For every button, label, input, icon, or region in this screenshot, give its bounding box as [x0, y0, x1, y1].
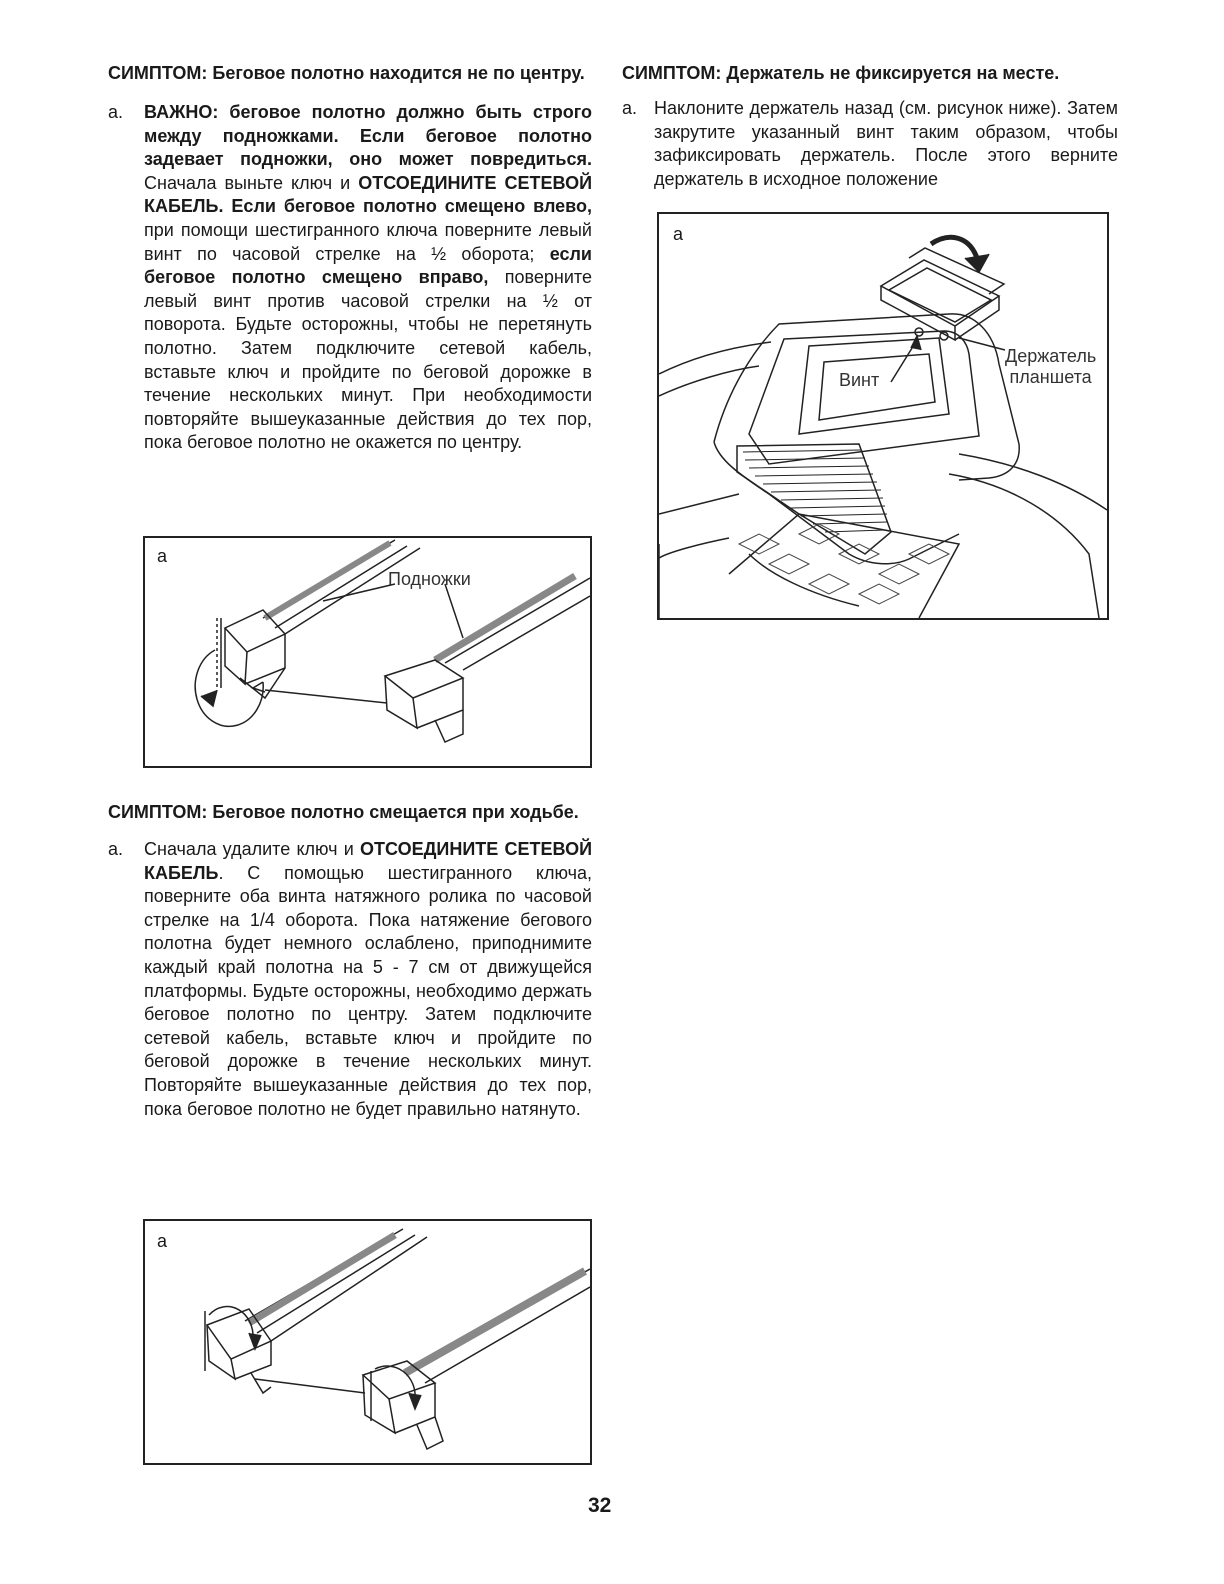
condition-text: если беговое полотно смещено вправо,: [144, 243, 592, 288]
callout-line-2: планшета: [1009, 367, 1092, 387]
figure-label: a: [157, 1231, 168, 1251]
figure-label: a: [673, 224, 684, 244]
instruction-text: . С помощью шестигранного ключа, поверните оба винта натяжного ролика по часовой стрелке на 1/4 оборота. Пока натяжение бегового полотна будет немного ослаблено, приподнимите каждый край полотна на 5 - 7 см от движущейся платформы. Будьте осторожны, необходимо держать беговое полотно по центру. Затем подключите сетевой кабель, вставьте ключ и пройдите по беговой дорожке в течение нескольких минут. Повторяйте вышеуказанные действия до тех пор, пока беговое полотно не будет правильно натянуто.: [144, 862, 592, 1119]
instruction-text: Сначала удалите ключ и: [144, 839, 361, 859]
instruction-belt-centering: [108, 101, 592, 455]
treadmill-rear-illustration: [145, 538, 590, 766]
right-column: [622, 62, 1118, 191]
left-column: [108, 62, 592, 455]
symptom-heading-belt-slips: СИМПТОМ: Беговое полотно смещается при ходьбе.: [108, 802, 579, 822]
page-number: 32: [588, 1494, 612, 1517]
treadmill-rear-illustration: [145, 1221, 590, 1463]
callout-footrails: Подножки: [388, 569, 471, 589]
instruction-belt-tension: [108, 838, 592, 1121]
left-column-lower: [108, 801, 592, 1121]
instruction-text: Наклоните держатель назад (см. рисунок ниже). Затем закрутите указанный винт таким образом, чтобы зафиксировать держатель. После этого верните держатель в исходное положение: [654, 98, 1118, 189]
warning-text: ОТСОЕДИНИТЕ СЕТЕВОЙ КАБЕЛЬ: [144, 839, 593, 883]
list-marker: a.: [108, 102, 124, 122]
instruction-tablet-holder: [622, 97, 1118, 191]
important-note: ВАЖНО: беговое полотно должно быть строго между подножками. Если беговое полотно задевает подножки, оно может повредиться.: [144, 102, 592, 170]
symptom-heading-belt-not-centered: СИМПТОМ: Беговое полотно находится не по центру.: [108, 63, 585, 83]
list-marker: a.: [622, 98, 638, 118]
figure-tablet-holder-screw: [657, 212, 1109, 620]
instruction-text: при помощи шестигранного ключа поверните левый винт по часовой стрелке на ½ оборота;: [144, 219, 592, 264]
list-marker: a.: [108, 839, 124, 859]
symptom-heading-holder-loose: СИМПТОМ: Держатель не фиксируется на месте.: [622, 63, 1060, 83]
figure-belt-tension-both-bolts: [143, 1219, 592, 1465]
callout-line-1: Держатель: [1005, 346, 1097, 366]
figure-label: a: [157, 546, 168, 566]
warning-text: ОТСОЕДИНИТЕ СЕТЕВОЙ КАБЕЛЬ. Если беговое полотно смещено влево,: [144, 172, 593, 217]
callout-screw: Винт: [839, 370, 880, 390]
instruction-text: Сначала выньте ключ и: [144, 172, 359, 193]
console-illustration: [659, 214, 1107, 618]
figure-belt-adjust-left-bolt: [143, 536, 592, 768]
instruction-text: поверните левый винт против часовой стрелки на ½ от поворота. Будьте осторожны, чтобы не перетянуть полотно. Затем подключите сетевой кабель, вставьте ключ и пройдите по беговой дорожке в течение нескольких минут. При необходимости повторяйте вышеуказанные действия до тех пор, пока беговое полотно не окажется по центру.: [144, 267, 592, 453]
